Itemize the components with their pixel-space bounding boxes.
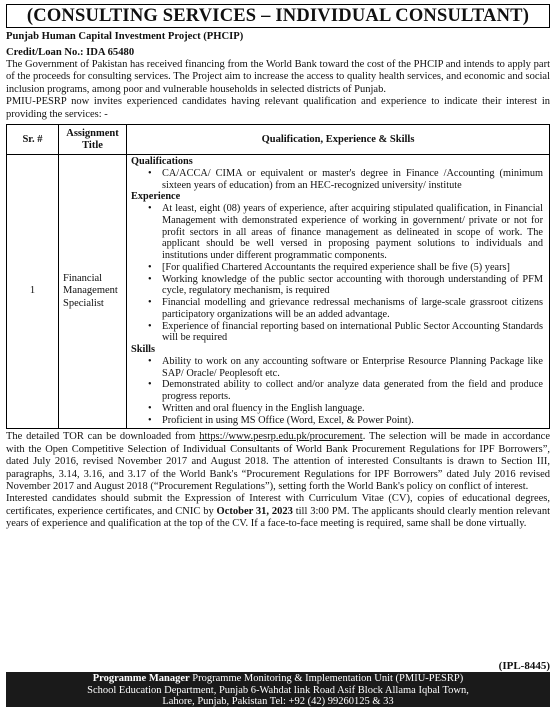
qualifications-list [131,168,543,192]
submission-paragraph [6,493,550,530]
list-item: • Proficient in using MS Office (Word, Excel, & Power Point). [131,415,543,427]
row-sr: 1 [7,155,59,429]
list-item: • Written and oral fluency in the English language. [131,403,543,415]
list-item: • Working knowledge of the public sector accounting with thorough understanding of PFM cycle, regulatory mechanism, is required [131,274,543,298]
reference-code: (IPL-8445) [498,660,550,672]
list-item: • At least, eight (08) years of experience, after acquiring stipulated qualification, in Financial Management with demonstrated experience of working in government/ private or not for profit sectors in all areas of finance management as delineated in scope of work. The applicant should be well versed in proposing payment solutions to individuals and institutions under different programmatic components. [131,203,543,262]
footer-contact: Lahore, Punjab, Pakistan Tel: +92 (42) 99260125 & 33 [162,696,394,707]
contact-footer [6,672,550,707]
experience-list [131,203,543,344]
submission-text-after: till 3:00 PM. The applicants should clearly mention relevant years of experience and qualification at the top of the CV. If a face-to-face meeting is required, same shall be done virtually. [6,505,550,530]
submission-text-before: Interested candidates should submit the Expression of Interest with Curriculum Vitae (CV), copies of educational degrees, certificates, experience certificates, and CNIC by [6,493,550,517]
intro-paragraph: The Government of Pakistan has received financing from the World Bank toward the cost of the PHCIP and intends to apply part of the proceeds for consulting services. The Project aim to increase the access to quality health services, and economic and social inclusion programs, among poor and vulnerable households in selected districts of Punjab. [6,59,550,95]
assignment-table [6,124,550,429]
skills-heading: Skills [131,344,156,356]
tor-text-before: The detailed TOR can be downloaded from [6,431,200,443]
row-assignment-title: Financial Management Specialist [59,155,127,429]
list-item: • Experience of financial reporting based on international Public Sector Accounting Standards will be required [131,321,543,345]
qualifications-heading: Qualifications [131,156,193,168]
skills-list [131,356,543,427]
table-row [7,155,550,429]
row-requirements [127,155,550,429]
footer-line-1 [6,673,550,685]
project-name: Punjab Human Capital Investment Project (PHCIP) [6,31,244,42]
credit-number: Credit/Loan No.: IDA 65480 [6,46,135,58]
tor-text-after: . The selection will be made in accordance with the Open Competitive Selection of Individual Consultants of World Bank Procurement Regulations for IPF Borrowers”, dated July 2016, revised November 2017 and August 2018. The attention of interested Consultants is drawn to Section III, paragraphs, 3.14, 3.16, and 3.17 of the World Bank's “Procurement Regulations for IPF Borrowers” dated July 2016 revised November 2017 and August 2018 (“Procurement Regulations”), setting forth the World Bank's policy on conflict of interest. [6,431,550,492]
table-header-row [7,125,550,155]
experience-heading: Experience [131,191,181,203]
footer-role: Programme Manager [92,673,190,684]
procurement-link[interactable]: https://www.pesrp.edu.pk/procurement [199,431,363,443]
list-item: • Ability to work on any accounting software or Enterprise Resource Planning Package like SAP/ Oracle/ Peoplesoft etc. [131,356,543,380]
tor-paragraph [6,431,550,493]
page-title: (CONSULTING SERVICES – INDIVIDUAL CONSULTANT) [6,4,550,28]
list-item: • CA/ACCA/ CIMA or equivalent or master's degree in Finance /Accounting (minimum sixteen years of education) from an HEC-recognized university/ institute [131,168,543,192]
header-qualification: Qualification, Experience & Skills [127,125,550,155]
deadline-date: October 31, 2023 [216,505,293,517]
header-assignment-title: Assignment Title [59,125,127,155]
header-sr: Sr. # [7,125,59,155]
list-item: • Financial modelling and grievance redressal mechanisms of large-scale grassroot citizens participatory organizations will be an added advantage. [131,297,543,321]
list-item: • Demonstrated ability to collect and/or analyze data generated from the field and produce progress reports. [131,379,543,403]
footer-unit: Programme Monitoring & Implementation Unit (PMIU-PESRP) [189,673,464,684]
footer-address: School Education Department, Punjab 6-Wahdat link Road Asif Block Allama Iqbal Town, [87,684,469,696]
list-item: • [For qualified Chartered Accountants the required experience shall be five (5) years] [131,262,543,274]
invitation-paragraph: PMIU-PESRP now invites experienced candidates having relevant qualification and experience to indicate their interest in providing the services: - [6,96,550,120]
